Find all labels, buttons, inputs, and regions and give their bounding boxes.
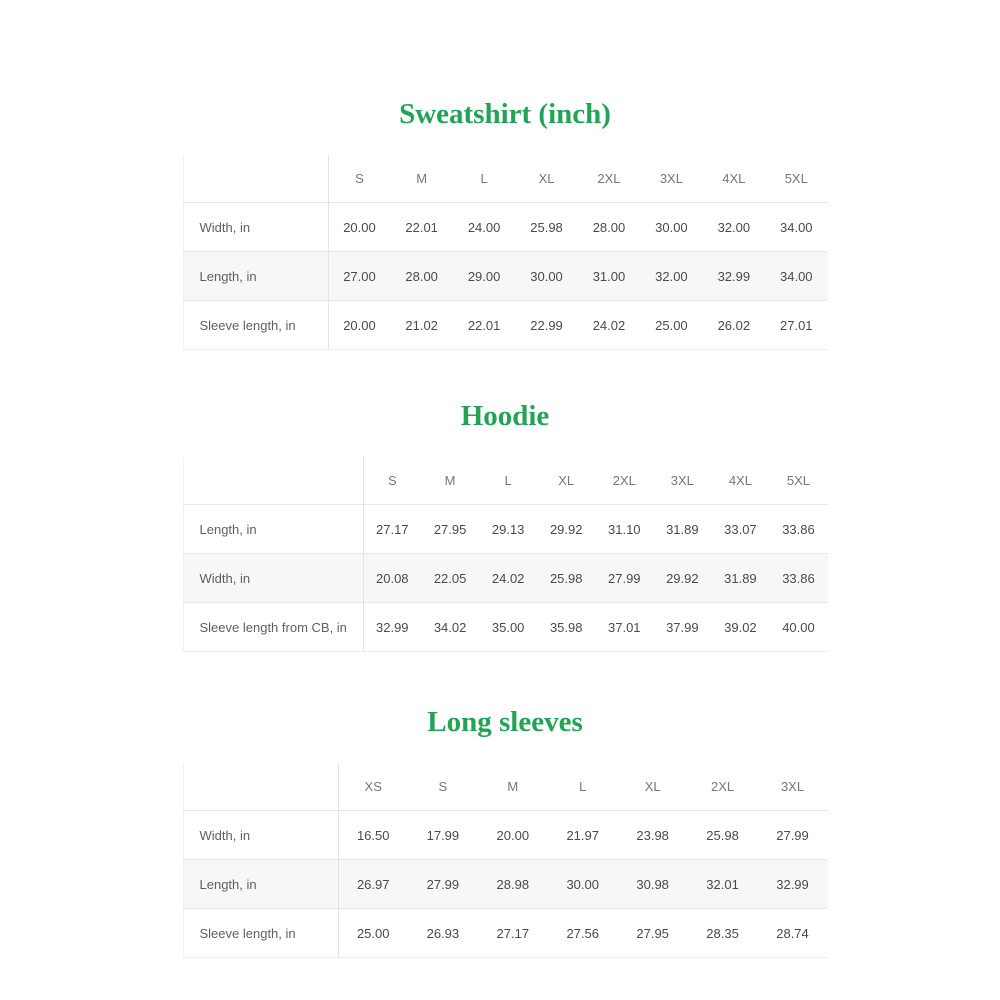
measurement-row [183, 860, 828, 909]
measurement-value: 28.00 [405, 268, 438, 284]
measurement-row [183, 554, 828, 603]
measurement-value: 32.99 [776, 876, 809, 892]
measurement-value: 24.02 [491, 570, 525, 586]
size-column-header: L [480, 171, 488, 186]
measurement-value: 27.00 [343, 268, 376, 284]
measurement-value: 40.00 [782, 619, 815, 635]
corner-cell [183, 457, 363, 505]
size-header-row [183, 155, 828, 203]
sweatshirt-title: Sweatshirt (inch) [399, 98, 611, 130]
measurement-value: 30.00 [566, 876, 599, 892]
size-column-header: S [387, 473, 397, 488]
size-column-header: 2XL [597, 171, 621, 186]
measurement-value: 39.02 [724, 619, 757, 635]
measurement-value: 32.01 [706, 876, 739, 892]
measurement-row [183, 909, 828, 958]
measurement-value: 30.00 [530, 268, 563, 284]
row-label: Sleeve length, in [183, 909, 338, 958]
row-label: Length, in [183, 860, 338, 909]
measurement-value: 32.00 [655, 268, 688, 284]
size-column-header: 5XL [784, 171, 808, 186]
row-label: Sleeve length from CB, in [183, 603, 363, 652]
measurement-value: 31.89 [724, 570, 757, 586]
measurement-value: 20.00 [343, 219, 376, 235]
size-column-header: XS [364, 779, 382, 794]
measurement-value: 25.00 [356, 925, 390, 941]
measurement-row [183, 603, 828, 652]
measurement-value: 25.00 [655, 317, 688, 333]
size-header-row [183, 763, 828, 811]
measurement-value: 32.99 [376, 619, 409, 635]
measurement-value: 23.98 [636, 827, 669, 843]
measurement-value: 21.97 [566, 827, 599, 843]
size-column-header: XL [644, 779, 661, 794]
measurement-value: 29.00 [467, 268, 501, 284]
row-label: Width, in [183, 203, 328, 252]
measurement-value: 27.17 [376, 521, 409, 537]
measurement-value: 30.00 [655, 219, 688, 235]
measurement-row [183, 203, 828, 252]
measurement-value: 34.00 [780, 268, 813, 284]
size-column-header: 3XL [780, 779, 805, 794]
measurement-value: 26.97 [356, 876, 390, 892]
hoodie-title: Hoodie [460, 400, 550, 432]
measurement-value: 33.86 [782, 521, 815, 537]
measurement-value: 35.00 [491, 619, 525, 635]
size-column-header: M [416, 171, 428, 186]
measurement-value: 27.95 [433, 521, 467, 537]
measurement-value: 25.98 [706, 827, 739, 843]
measurement-value: 27.56 [566, 925, 599, 941]
size-column-header: 5XL [786, 473, 811, 488]
measurement-value: 31.10 [608, 521, 641, 537]
hoodie-section [183, 398, 828, 652]
measurement-value: 34.02 [433, 619, 467, 635]
size-column-header: S [438, 779, 448, 794]
sweatshirt-size-table [183, 155, 828, 350]
row-label: Width, in [183, 811, 338, 860]
measurement-value: 27.99 [776, 827, 809, 843]
corner-cell [183, 763, 338, 811]
size-column-header: M [507, 779, 519, 794]
size-column-header: 3XL [659, 171, 683, 186]
corner-cell [183, 155, 328, 203]
measurement-value: 27.99 [426, 876, 460, 892]
measurement-value: 21.02 [405, 317, 438, 333]
measurement-value: 33.86 [782, 570, 815, 586]
size-column-header: 2XL [711, 779, 735, 794]
size-header-row [183, 457, 828, 505]
size-column-header: L [504, 473, 512, 488]
measurement-value: 28.00 [592, 219, 626, 235]
size-column-header: XL [558, 473, 575, 488]
measurement-value: 27.01 [780, 317, 813, 333]
measurement-value: 16.50 [356, 827, 390, 843]
measurement-value: 17.99 [426, 827, 460, 843]
measurement-row [183, 301, 828, 350]
row-label: Length, in [183, 505, 363, 554]
measurement-value: 32.99 [717, 268, 751, 284]
measurement-value: 22.01 [405, 219, 438, 235]
measurement-value: 37.01 [608, 619, 641, 635]
measurement-value: 28.74 [776, 925, 809, 941]
measurement-row [183, 811, 828, 860]
measurement-value: 28.35 [706, 925, 739, 941]
measurement-value: 29.92 [549, 521, 583, 537]
measurement-value: 31.89 [666, 521, 699, 537]
measurement-value: 34.00 [780, 219, 813, 235]
row-label: Length, in [183, 252, 328, 301]
measurement-value: 27.99 [608, 570, 641, 586]
measurement-value: 20.00 [496, 827, 530, 843]
size-column-header: 3XL [670, 473, 694, 488]
measurement-row [183, 505, 828, 554]
measurement-value: 32.00 [717, 219, 751, 235]
measurement-value: 29.13 [491, 521, 525, 537]
measurement-value: 22.99 [530, 317, 563, 333]
measurement-value: 26.02 [717, 317, 751, 333]
measurement-value: 31.00 [592, 268, 626, 284]
measurement-value: 33.07 [724, 521, 757, 537]
size-column-header: 4XL [728, 473, 752, 488]
measurement-value: 27.95 [636, 925, 669, 941]
long-sleeves-size-table [183, 763, 828, 958]
measurement-value: 22.05 [433, 570, 467, 586]
long-sleeves-title: Long sleeves [427, 706, 583, 738]
measurement-value: 27.17 [496, 925, 530, 941]
size-column-header: 2XL [612, 473, 636, 488]
size-column-header: 4XL [722, 171, 746, 186]
sweatshirt-section [183, 96, 828, 350]
size-column-header: XL [538, 171, 555, 186]
size-column-header: M [444, 473, 456, 488]
measurement-value: 24.00 [467, 219, 501, 235]
measurement-value: 25.98 [530, 219, 563, 235]
measurement-row [183, 252, 828, 301]
measurement-value: 29.92 [666, 570, 699, 586]
measurement-value: 20.00 [343, 317, 376, 333]
row-label: Sleeve length, in [183, 301, 328, 350]
measurement-value: 26.93 [426, 925, 460, 941]
hoodie-size-table [183, 457, 828, 652]
measurement-value: 30.98 [636, 876, 669, 892]
row-label: Width, in [183, 554, 363, 603]
size-guide-content [183, 0, 828, 958]
measurement-value: 22.01 [467, 317, 501, 333]
measurement-value: 20.08 [376, 570, 409, 586]
measurement-value: 25.98 [549, 570, 583, 586]
size-column-header: L [579, 779, 587, 794]
measurement-value: 35.98 [549, 619, 583, 635]
measurement-value: 37.99 [666, 619, 699, 635]
long-sleeves-section [183, 704, 828, 958]
measurement-value: 28.98 [496, 876, 530, 892]
size-column-header: S [355, 171, 364, 186]
measurement-value: 24.02 [592, 317, 626, 333]
